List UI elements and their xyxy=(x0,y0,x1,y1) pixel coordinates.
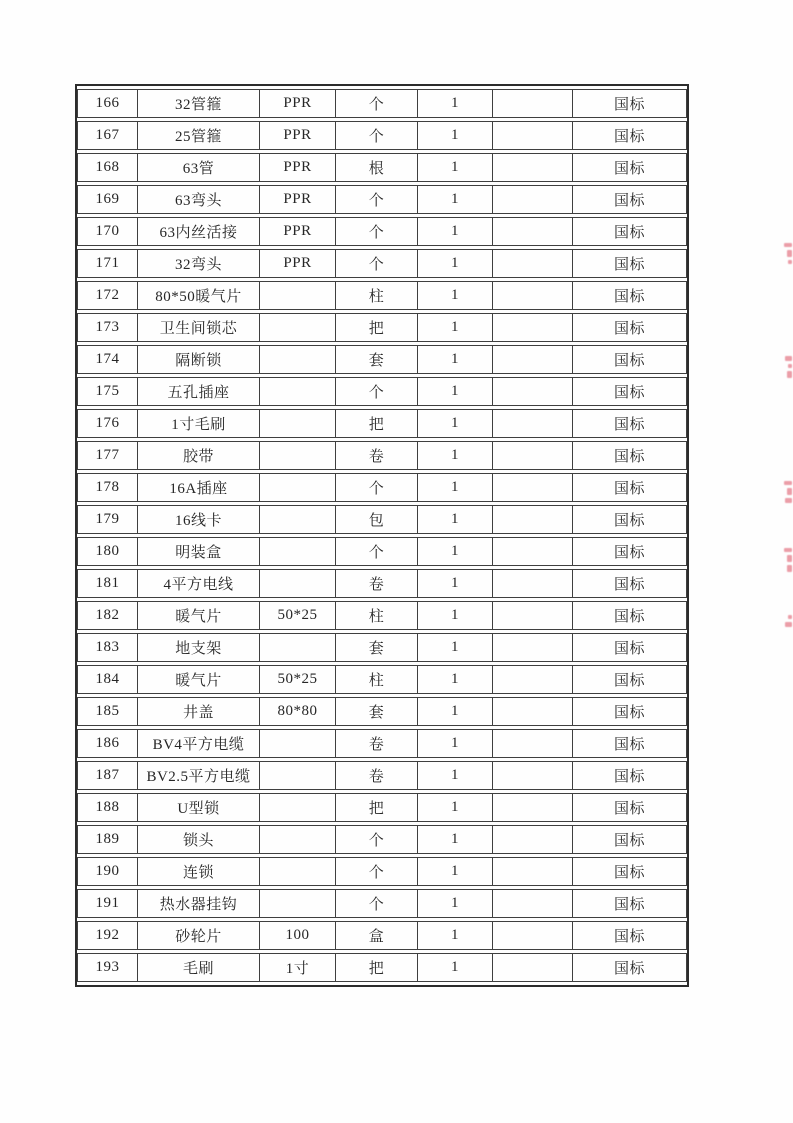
cell-unit: 套 xyxy=(335,697,417,726)
cell-standard: 国标 xyxy=(572,793,687,822)
cell-spec xyxy=(259,281,335,310)
cell-unit: 个 xyxy=(335,377,417,406)
cell-item_name: 1寸毛刷 xyxy=(137,409,259,438)
cell-standard: 国标 xyxy=(572,409,687,438)
cell-note xyxy=(492,761,572,790)
cell-unit: 个 xyxy=(335,121,417,150)
cell-standard: 国标 xyxy=(572,377,687,406)
cell-index: 181 xyxy=(77,569,137,598)
cell-spec xyxy=(259,889,335,918)
cell-item_name: 63内丝活接 xyxy=(137,217,259,246)
cell-quantity: 1 xyxy=(417,89,492,118)
table-row xyxy=(77,89,687,118)
cell-note xyxy=(492,601,572,630)
cell-note xyxy=(492,185,572,214)
cell-spec: PPR xyxy=(259,121,335,150)
cell-unit: 柱 xyxy=(335,665,417,694)
cell-unit: 盒 xyxy=(335,921,417,950)
cell-standard: 国标 xyxy=(572,601,687,630)
cell-unit: 卷 xyxy=(335,761,417,790)
cell-item_name: 毛刷 xyxy=(137,953,259,982)
cell-spec xyxy=(259,505,335,534)
table-row xyxy=(77,377,687,406)
cell-note xyxy=(492,281,572,310)
table-row xyxy=(77,729,687,758)
cell-unit: 个 xyxy=(335,89,417,118)
cell-index: 188 xyxy=(77,793,137,822)
table-row xyxy=(77,857,687,886)
cell-quantity: 1 xyxy=(417,729,492,758)
cell-index: 176 xyxy=(77,409,137,438)
cell-quantity: 1 xyxy=(417,441,492,470)
cell-quantity: 1 xyxy=(417,249,492,278)
table-row xyxy=(77,569,687,598)
cell-quantity: 1 xyxy=(417,537,492,566)
cell-index: 182 xyxy=(77,601,137,630)
cell-index: 186 xyxy=(77,729,137,758)
cell-note xyxy=(492,441,572,470)
cell-unit: 个 xyxy=(335,217,417,246)
cell-standard: 国标 xyxy=(572,825,687,854)
cell-unit: 把 xyxy=(335,313,417,342)
cell-index: 168 xyxy=(77,153,137,182)
cell-quantity: 1 xyxy=(417,313,492,342)
cell-item_name: 卫生间锁芯 xyxy=(137,313,259,342)
cell-index: 185 xyxy=(77,697,137,726)
cell-index: 192 xyxy=(77,921,137,950)
cell-index: 167 xyxy=(77,121,137,150)
cell-quantity: 1 xyxy=(417,409,492,438)
cell-index: 166 xyxy=(77,89,137,118)
cell-unit: 卷 xyxy=(335,729,417,758)
cell-index: 189 xyxy=(77,825,137,854)
table-row xyxy=(77,185,687,214)
cell-spec xyxy=(259,537,335,566)
cell-item_name: 80*50暖气片 xyxy=(137,281,259,310)
table-row xyxy=(77,409,687,438)
cell-index: 175 xyxy=(77,377,137,406)
red-ink-mark xyxy=(778,481,792,503)
materials-table-grid xyxy=(77,86,687,985)
cell-item_name: 隔断锁 xyxy=(137,345,259,374)
table-row xyxy=(77,793,687,822)
cell-unit: 根 xyxy=(335,153,417,182)
cell-index: 191 xyxy=(77,889,137,918)
cell-note xyxy=(492,633,572,662)
cell-standard: 国标 xyxy=(572,185,687,214)
table-row xyxy=(77,761,687,790)
cell-spec xyxy=(259,857,335,886)
cell-note xyxy=(492,825,572,854)
cell-note xyxy=(492,889,572,918)
cell-note xyxy=(492,569,572,598)
cell-spec: 1寸 xyxy=(259,953,335,982)
cell-item_name: 胶带 xyxy=(137,441,259,470)
cell-item_name: 热水器挂钩 xyxy=(137,889,259,918)
red-ink-mark xyxy=(778,243,792,264)
materials-table-body xyxy=(77,89,687,982)
cell-spec xyxy=(259,633,335,662)
cell-item_name: 25管箍 xyxy=(137,121,259,150)
table-row xyxy=(77,889,687,918)
red-ink-mark xyxy=(778,356,792,378)
cell-note xyxy=(492,217,572,246)
cell-note xyxy=(492,921,572,950)
cell-quantity: 1 xyxy=(417,569,492,598)
cell-standard: 国标 xyxy=(572,441,687,470)
cell-note xyxy=(492,345,572,374)
cell-item_name: U型锁 xyxy=(137,793,259,822)
cell-index: 190 xyxy=(77,857,137,886)
cell-quantity: 1 xyxy=(417,121,492,150)
cell-standard: 国标 xyxy=(572,761,687,790)
table-row xyxy=(77,249,687,278)
cell-item_name: 32弯头 xyxy=(137,249,259,278)
cell-spec xyxy=(259,313,335,342)
cell-spec xyxy=(259,473,335,502)
cell-standard: 国标 xyxy=(572,473,687,502)
cell-unit: 把 xyxy=(335,409,417,438)
cell-unit: 个 xyxy=(335,537,417,566)
cell-item_name: BV4平方电缆 xyxy=(137,729,259,758)
table-row xyxy=(77,281,687,310)
cell-note xyxy=(492,89,572,118)
table-row xyxy=(77,537,687,566)
cell-unit: 柱 xyxy=(335,281,417,310)
cell-item_name: 暖气片 xyxy=(137,601,259,630)
cell-standard: 国标 xyxy=(572,505,687,534)
cell-item_name: 地支架 xyxy=(137,633,259,662)
cell-item_name: 63弯头 xyxy=(137,185,259,214)
cell-index: 178 xyxy=(77,473,137,502)
cell-unit: 个 xyxy=(335,473,417,502)
cell-item_name: 连锁 xyxy=(137,857,259,886)
cell-unit: 卷 xyxy=(335,441,417,470)
table-row xyxy=(77,153,687,182)
table-row xyxy=(77,825,687,854)
cell-standard: 国标 xyxy=(572,729,687,758)
cell-spec xyxy=(259,345,335,374)
cell-item_name: 63管 xyxy=(137,153,259,182)
cell-quantity: 1 xyxy=(417,473,492,502)
table-row xyxy=(77,313,687,342)
table-row xyxy=(77,441,687,470)
cell-item_name: BV2.5平方电缆 xyxy=(137,761,259,790)
cell-standard: 国标 xyxy=(572,537,687,566)
cell-spec xyxy=(259,793,335,822)
table-row xyxy=(77,217,687,246)
cell-index: 187 xyxy=(77,761,137,790)
cell-index: 193 xyxy=(77,953,137,982)
cell-spec: 50*25 xyxy=(259,601,335,630)
cell-quantity: 1 xyxy=(417,761,492,790)
cell-unit: 套 xyxy=(335,345,417,374)
cell-standard: 国标 xyxy=(572,665,687,694)
cell-spec: PPR xyxy=(259,89,335,118)
cell-note xyxy=(492,729,572,758)
cell-item_name: 32管箍 xyxy=(137,89,259,118)
cell-note xyxy=(492,697,572,726)
cell-item_name: 锁头 xyxy=(137,825,259,854)
cell-index: 183 xyxy=(77,633,137,662)
cell-index: 174 xyxy=(77,345,137,374)
cell-unit: 把 xyxy=(335,793,417,822)
cell-index: 177 xyxy=(77,441,137,470)
cell-unit: 个 xyxy=(335,825,417,854)
cell-unit: 个 xyxy=(335,249,417,278)
cell-quantity: 1 xyxy=(417,953,492,982)
table-row xyxy=(77,601,687,630)
table-row xyxy=(77,633,687,662)
cell-standard: 国标 xyxy=(572,345,687,374)
cell-spec xyxy=(259,761,335,790)
cell-spec: 80*80 xyxy=(259,697,335,726)
cell-note xyxy=(492,857,572,886)
cell-unit: 个 xyxy=(335,185,417,214)
cell-note xyxy=(492,473,572,502)
cell-spec xyxy=(259,409,335,438)
cell-quantity: 1 xyxy=(417,185,492,214)
cell-index: 172 xyxy=(77,281,137,310)
cell-unit: 卷 xyxy=(335,569,417,598)
cell-item_name: 五孔插座 xyxy=(137,377,259,406)
cell-index: 179 xyxy=(77,505,137,534)
cell-quantity: 1 xyxy=(417,377,492,406)
cell-quantity: 1 xyxy=(417,921,492,950)
cell-item_name: 16A插座 xyxy=(137,473,259,502)
cell-spec xyxy=(259,729,335,758)
cell-note xyxy=(492,793,572,822)
cell-standard: 国标 xyxy=(572,89,687,118)
cell-note xyxy=(492,313,572,342)
cell-note xyxy=(492,537,572,566)
cell-unit: 个 xyxy=(335,889,417,918)
cell-spec: 50*25 xyxy=(259,665,335,694)
cell-quantity: 1 xyxy=(417,281,492,310)
cell-spec xyxy=(259,569,335,598)
cell-unit: 包 xyxy=(335,505,417,534)
cell-standard: 国标 xyxy=(572,857,687,886)
cell-note xyxy=(492,121,572,150)
cell-standard: 国标 xyxy=(572,217,687,246)
cell-index: 180 xyxy=(77,537,137,566)
cell-quantity: 1 xyxy=(417,217,492,246)
cell-note xyxy=(492,665,572,694)
cell-quantity: 1 xyxy=(417,345,492,374)
table-row xyxy=(77,697,687,726)
cell-quantity: 1 xyxy=(417,825,492,854)
cell-standard: 国标 xyxy=(572,697,687,726)
table-row xyxy=(77,121,687,150)
cell-standard: 国标 xyxy=(572,153,687,182)
table-row xyxy=(77,505,687,534)
cell-unit: 套 xyxy=(335,633,417,662)
cell-index: 184 xyxy=(77,665,137,694)
cell-quantity: 1 xyxy=(417,601,492,630)
cell-spec: PPR xyxy=(259,153,335,182)
table-row xyxy=(77,921,687,950)
table-row xyxy=(77,473,687,502)
cell-note xyxy=(492,377,572,406)
cell-spec: PPR xyxy=(259,217,335,246)
cell-note xyxy=(492,409,572,438)
cell-item_name: 4平方电线 xyxy=(137,569,259,598)
cell-index: 170 xyxy=(77,217,137,246)
cell-standard: 国标 xyxy=(572,953,687,982)
cell-spec xyxy=(259,377,335,406)
cell-standard: 国标 xyxy=(572,121,687,150)
cell-item_name: 井盖 xyxy=(137,697,259,726)
table-row xyxy=(77,953,687,982)
cell-standard: 国标 xyxy=(572,921,687,950)
cell-note xyxy=(492,249,572,278)
cell-unit: 柱 xyxy=(335,601,417,630)
red-ink-mark xyxy=(778,548,792,572)
cell-item_name: 16线卡 xyxy=(137,505,259,534)
cell-quantity: 1 xyxy=(417,505,492,534)
cell-spec xyxy=(259,825,335,854)
cell-quantity: 1 xyxy=(417,633,492,662)
cell-quantity: 1 xyxy=(417,889,492,918)
cell-unit: 个 xyxy=(335,857,417,886)
cell-item_name: 砂轮片 xyxy=(137,921,259,950)
cell-index: 171 xyxy=(77,249,137,278)
cell-quantity: 1 xyxy=(417,857,492,886)
cell-spec: PPR xyxy=(259,249,335,278)
cell-quantity: 1 xyxy=(417,153,492,182)
table-row xyxy=(77,345,687,374)
cell-spec xyxy=(259,441,335,470)
cell-standard: 国标 xyxy=(572,281,687,310)
cell-index: 173 xyxy=(77,313,137,342)
cell-spec: 100 xyxy=(259,921,335,950)
cell-item_name: 明装盒 xyxy=(137,537,259,566)
cell-quantity: 1 xyxy=(417,697,492,726)
cell-standard: 国标 xyxy=(572,313,687,342)
cell-index: 169 xyxy=(77,185,137,214)
cell-unit: 把 xyxy=(335,953,417,982)
cell-item_name: 暖气片 xyxy=(137,665,259,694)
cell-quantity: 1 xyxy=(417,793,492,822)
cell-note xyxy=(492,953,572,982)
cell-standard: 国标 xyxy=(572,889,687,918)
cell-note xyxy=(492,153,572,182)
cell-spec: PPR xyxy=(259,185,335,214)
red-ink-mark xyxy=(778,615,792,627)
cell-note xyxy=(492,505,572,534)
cell-standard: 国标 xyxy=(572,249,687,278)
materials-table xyxy=(75,84,689,987)
cell-standard: 国标 xyxy=(572,633,687,662)
table-row xyxy=(77,665,687,694)
cell-standard: 国标 xyxy=(572,569,687,598)
cell-quantity: 1 xyxy=(417,665,492,694)
